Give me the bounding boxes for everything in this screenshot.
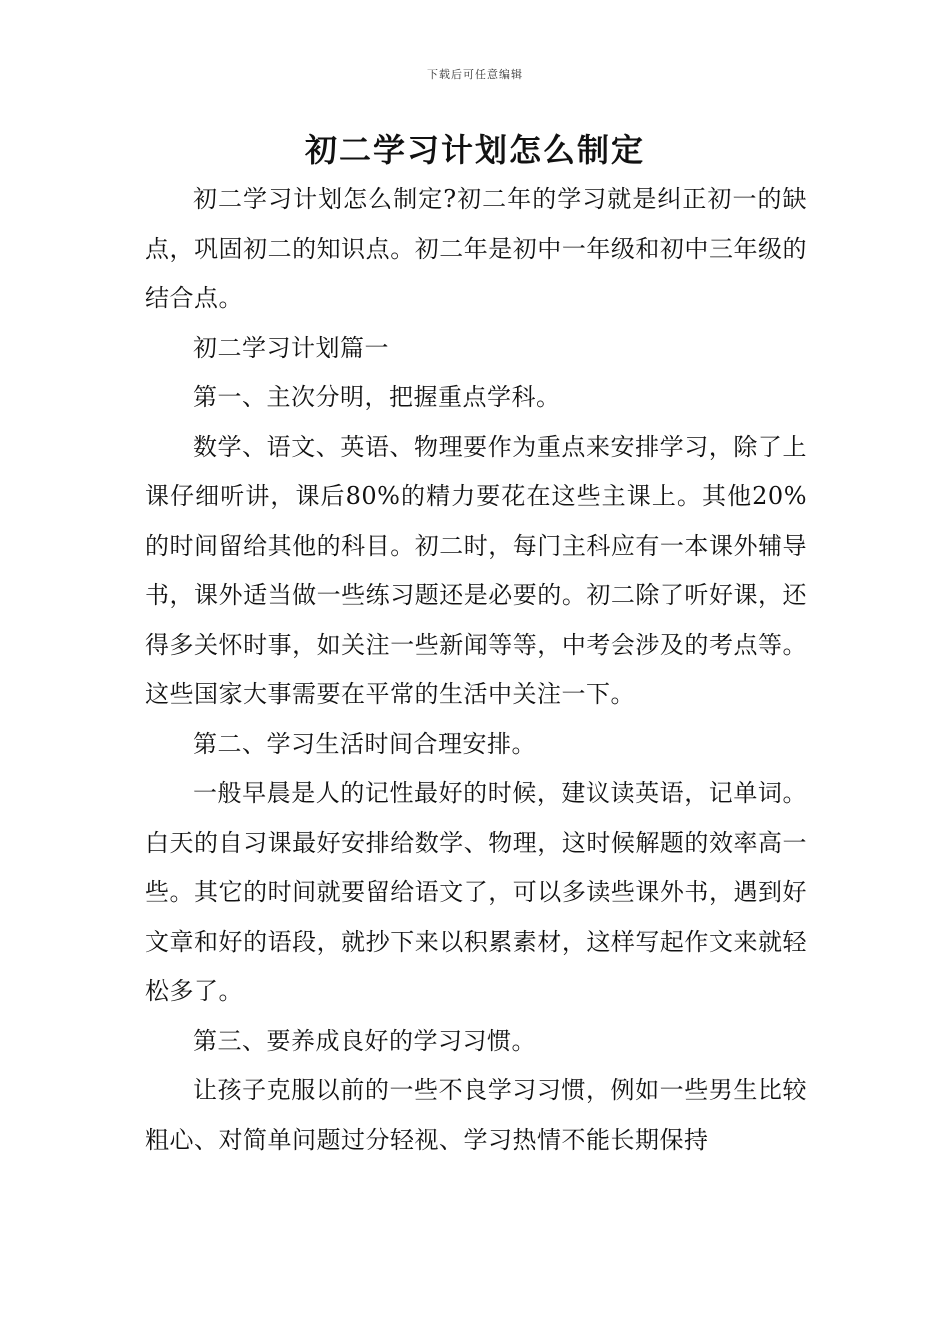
document-title: 初二学习计划怎么制定 [304,131,645,169]
header-note: 下载后可任意编辑 [427,68,523,81]
intro-paragraph: 初二学习计划怎么制定?初二年的学习就是纠正初一的缺点，巩固初二的知识点。初二年是初中一年级和初中三年级的结合点。 [145,185,807,312]
body-paragraph: 一般早晨是人的记性最好的时候，建议读英语，记单词。白天的自习课最好安排给数学、物理，这时候解题的效率高一些。其它的时间就要留给语文了，可以多读些课外书，遇到好文章和好的语段，就抄下来以积累素材，这样写起作文来就轻松多了。 [145,779,807,1005]
body-paragraph: 数学、语文、英语、物理要作为重点来安排学习，除了上课仔细听讲，课后80%的精力要花在这些主课上。其他20%的时间留给其他的科目。初二时，每门主科应有一本课外辅导书，课外适当做一些练习题还是必要的。初二除了听好课，还得多关怀时事，如关注一些新闻等等，中考会涉及的考点等。这些国家大事需要在平常的生活中关注一下。 [145,432,807,708]
body-paragraph: 让孩子克服以前的一些不良学习习惯，例如一些男生比较粗心、对简单问题过分轻视、学习热情不能长期保持 [145,1076,807,1154]
point-heading-one: 第一、主次分明，把握重点学科。 [193,383,561,411]
document-body [145,175,807,1165]
point-heading-three: 第三、要养成良好的学习习惯。 [193,1026,536,1055]
section-heading-plan-one: 初二学习计划篇一 [193,333,389,362]
point-heading-two: 第二、学习生活时间合理安排。 [193,729,536,758]
